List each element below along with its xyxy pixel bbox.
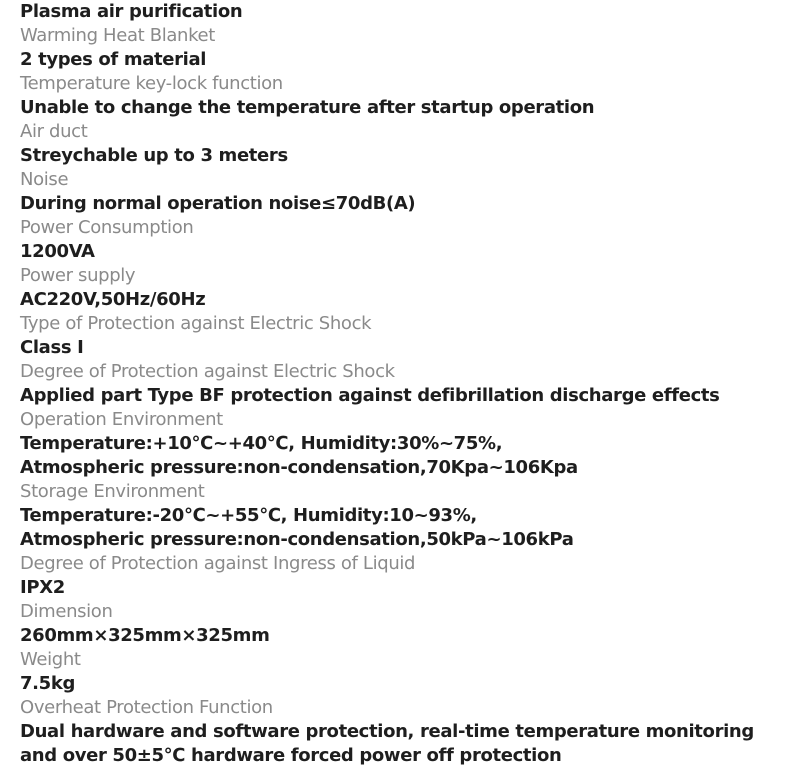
spec-label: Storage Environment [20,481,205,502]
spec-value: During normal operation noise≤70dB(A) [20,193,416,214]
spec-value: Dual hardware and software protection, real-time temperature monitoring [20,721,754,742]
spec-value: IPX2 [20,577,65,598]
spec-value: Temperature:+10℃~+40℃, Humidity:30%~75%, [20,433,503,454]
spec-value: Class I [20,337,84,358]
spec-list [20,0,790,768]
spec-value: Atmospheric pressure:non-condensation,70Kpa~106Kpa [20,457,578,478]
spec-label: Temperature key-lock function [20,73,283,94]
spec-value: 260mm×325mm×325mm [20,625,270,646]
spec-label: Dimension [20,601,113,622]
spec-label: Degree of Protection against Electric Shock [20,361,395,382]
spec-label: Weight [20,649,81,670]
spec-value: Temperature:-20℃~+55℃, Humidity:10~93%, [20,505,477,526]
spec-value: AC220V,50Hz/60Hz [20,289,206,310]
spec-value: Unable to change the temperature after startup operation [20,97,595,118]
spec-label: Warming Heat Blanket [20,25,215,46]
spec-value: 7.5kg [20,673,75,694]
spec-label: Operation Environment [20,409,223,430]
spec-label: Power supply [20,265,136,286]
spec-label: Power Consumption [20,217,194,238]
spec-value: Streychable up to 3 meters [20,145,288,166]
spec-label: Air duct [20,121,88,142]
spec-label: Noise [20,169,69,190]
spec-label: Type of Protection against Electric Shock [20,313,372,334]
spec-value: Applied part Type BF protection against defibrillation discharge effects [20,385,720,406]
spec-value: Plasma air purification [20,1,243,22]
spec-value: 2 types of material [20,49,207,70]
spec-value: Atmospheric pressure:non-condensation,50kPa~106kPa [20,529,574,550]
spec-value: 1200VA [20,241,95,262]
spec-label: Overheat Protection Function [20,697,273,718]
spec-label: Degree of Protection against Ingress of Liquid [20,553,416,574]
spec-value: and over 50±5℃ hardware forced power off protection [20,745,562,766]
